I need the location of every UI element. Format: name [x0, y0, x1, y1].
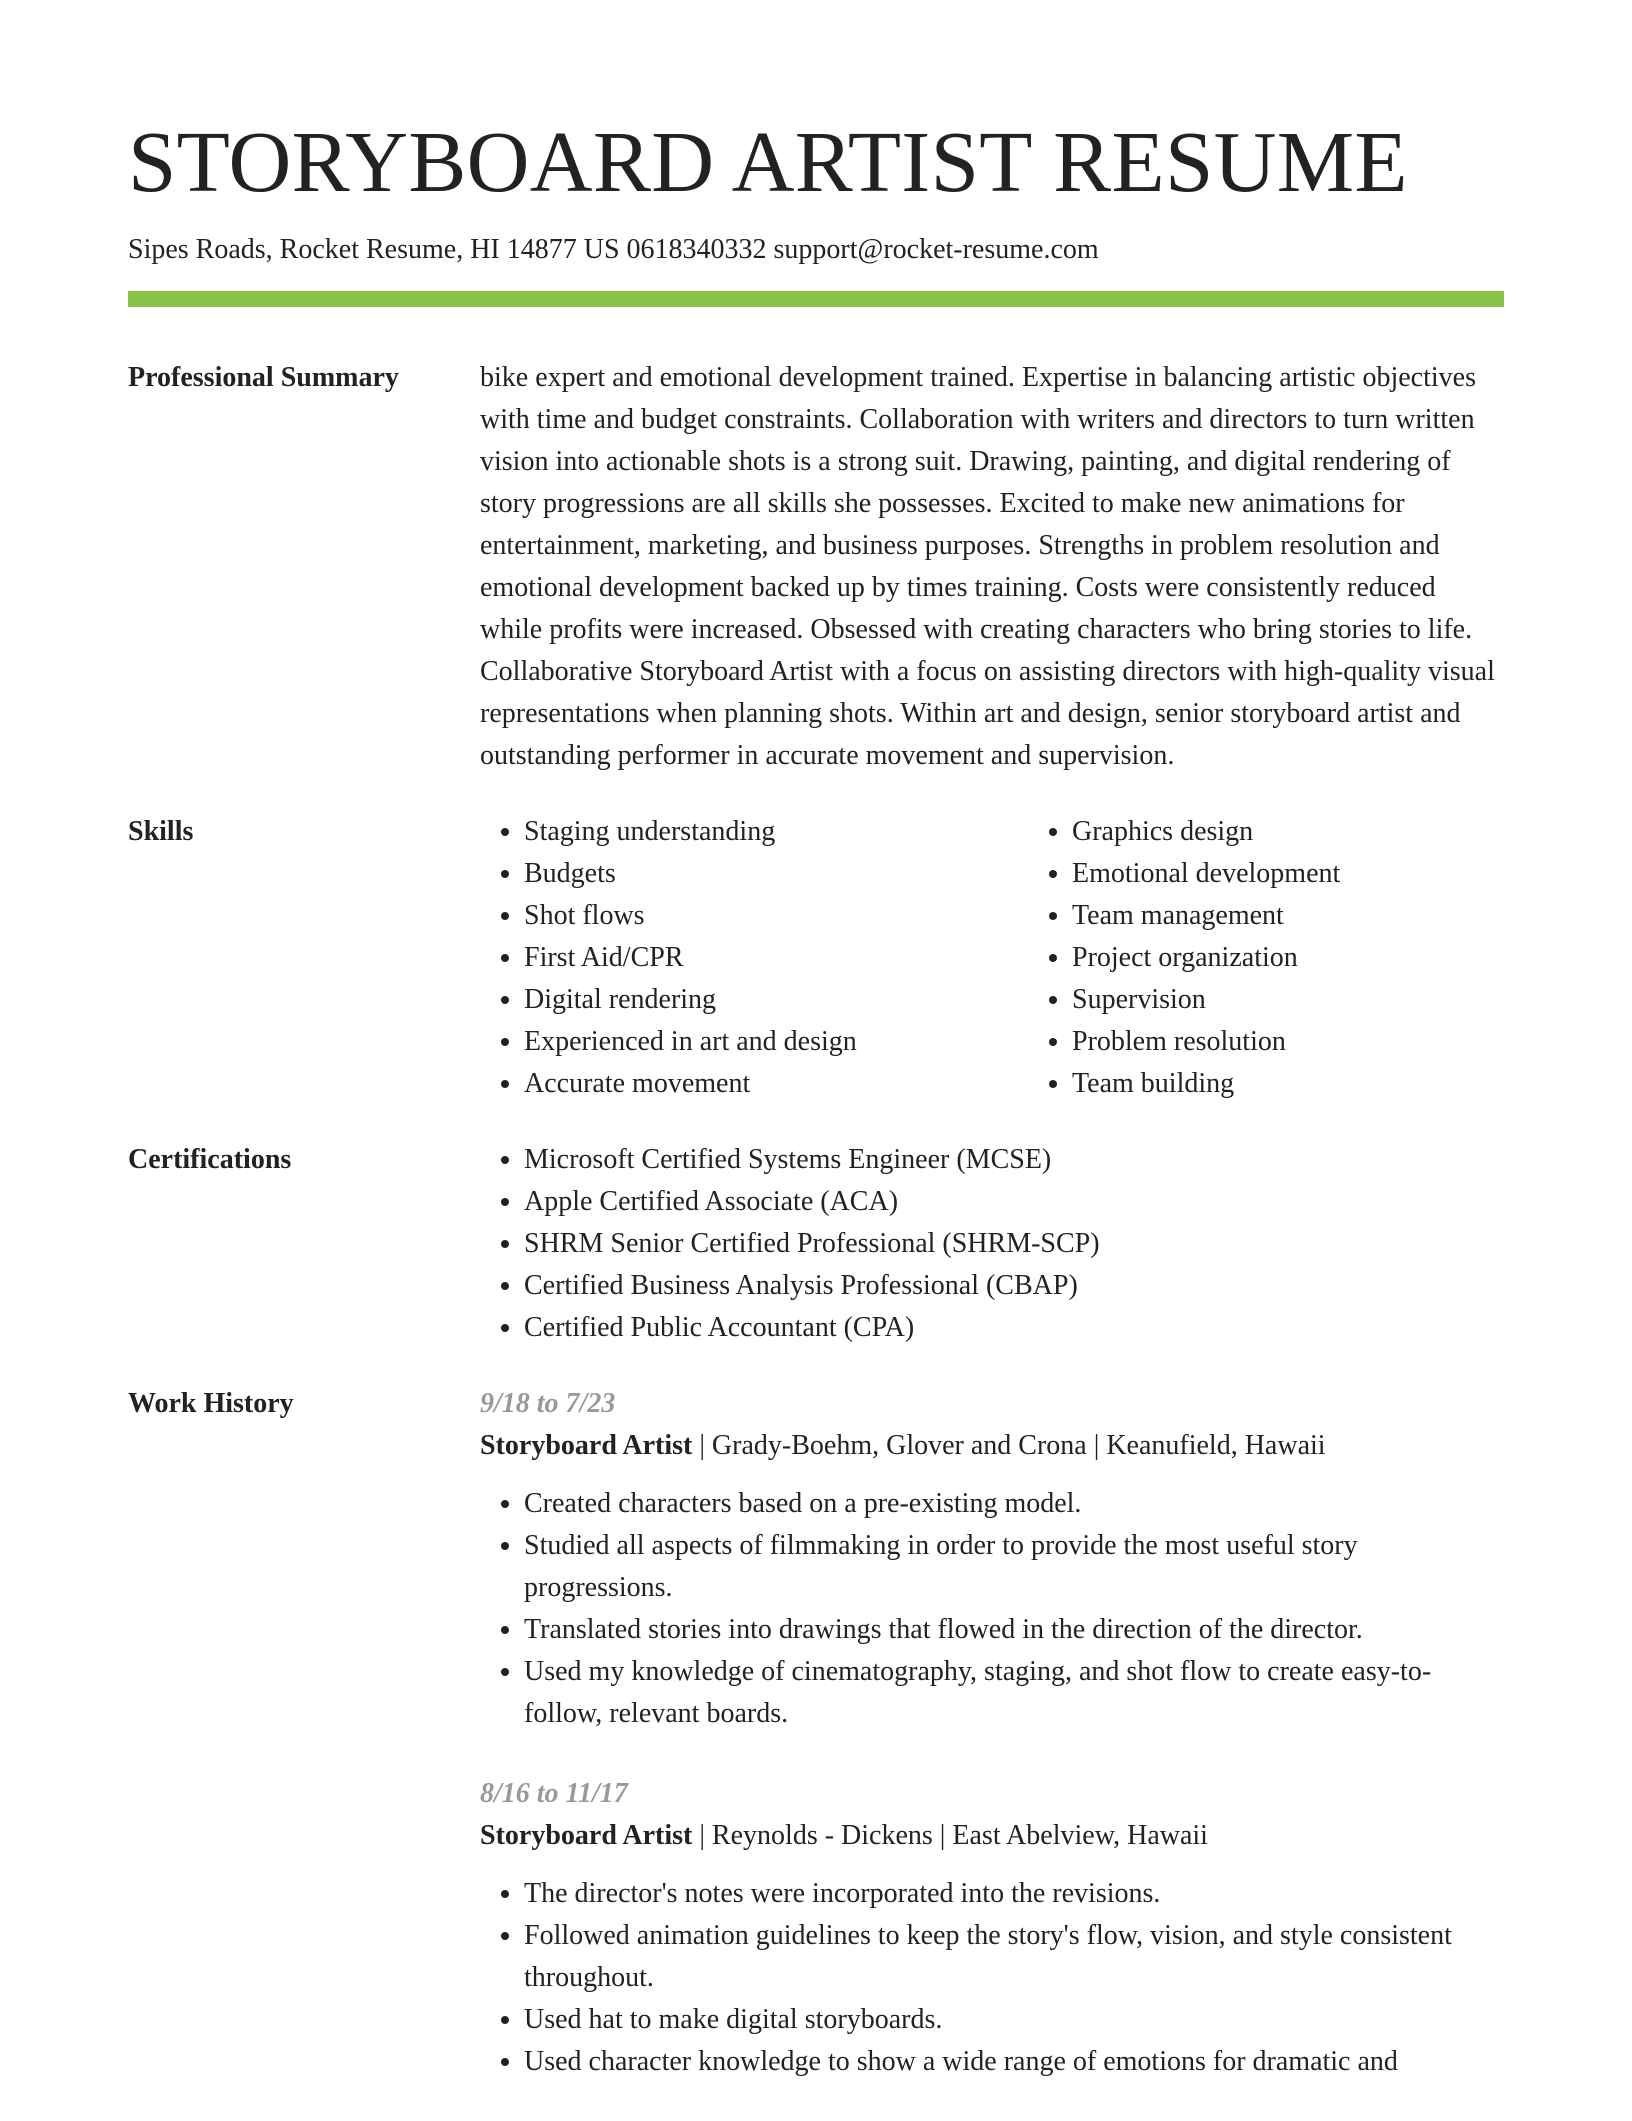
section-label: Professional Summary: [128, 361, 399, 393]
job-bullets: [480, 1873, 1504, 2083]
job-heading: [480, 1815, 1504, 1857]
contact-line: Sipes Roads, Rocket Resume, HI 14877 US 0618340332 support@rocket-resume.com: [128, 234, 1099, 265]
list-item: • Supervision: [1072, 979, 1576, 1021]
certifications-section: [128, 1139, 1504, 1349]
summary-text: bike expert and emotional development trained. Expertise in balancing artistic objectives with time and budget constraints. Collaboration with writers and directors to turn written vision into actionable shots is a strong suit. Drawing, painting, and digital rendering of story progressions are all skills she possesses. Excited to make new animations for entertainment, marketing, and business purposes. Strengths in problem resolution and emotional development backed up by times training. Costs were consistently reduced while profits were increased. Obsessed with creating characters who bring stories to life. Collaborative Storyboard Artist with a focus on assisting directors with high-quality visual representations when planning shots. Within art and design, senior storyboard artist and outstanding performer in accurate movement and supervision.: [480, 361, 1495, 771]
list-item: • Graphics design: [1072, 811, 1576, 853]
skills-list-right: [1028, 811, 1576, 1105]
job-details: | Grady-Boehm, Glover and Crona | Keanufield, Hawaii: [692, 1429, 1326, 1461]
list-item: • First Aid/CPR: [524, 937, 1028, 979]
list-item: • Created characters based on a pre-existing model.: [524, 1483, 1504, 1525]
list-item: • Staging understanding: [524, 811, 1028, 853]
skills-columns: [480, 811, 1576, 1105]
certifications-list: [480, 1139, 1504, 1349]
list-item: • Followed animation guidelines to keep the story's flow, vision, and style consistent throughout.: [524, 1915, 1504, 1999]
list-item: • Used character knowledge to show a wide range of emotions for dramatic and: [524, 2041, 1504, 2083]
list-item: • SHRM Senior Certified Professional (SHRM-SCP): [524, 1223, 1504, 1265]
job-title: Storyboard Artist: [480, 1819, 693, 1851]
list-item: • Microsoft Certified Systems Engineer (MCSE): [524, 1139, 1504, 1181]
header-divider: [128, 291, 1504, 307]
skills-section: [128, 811, 1504, 1105]
list-item: • The director's notes were incorporated into the revisions.: [524, 1873, 1504, 1915]
job-entry: [480, 1383, 1504, 1735]
job-bullets: [480, 1483, 1504, 1735]
skills-list-left: [480, 811, 1028, 1105]
list-item: • Certified Public Accountant (CPA): [524, 1307, 1504, 1349]
job-heading: [480, 1425, 1504, 1467]
list-item: • Problem resolution: [1072, 1021, 1576, 1063]
list-item: • Accurate movement: [524, 1063, 1028, 1105]
section-body: [480, 1383, 1504, 2121]
job-dates: 9/18 to 7/23: [480, 1387, 616, 1419]
list-item: • Emotional development: [1072, 853, 1576, 895]
list-item: • Project organization: [1072, 937, 1576, 979]
list-item: • Digital rendering: [524, 979, 1028, 1021]
job-dates: 8/16 to 11/17: [480, 1777, 628, 1809]
list-item: • Used hat to make digital storyboards.: [524, 1999, 1504, 2041]
section-label: Work History: [128, 1387, 294, 1419]
list-item: • Shot flows: [524, 895, 1028, 937]
list-item: • Studied all aspects of filmmaking in order to provide the most useful story progressions.: [524, 1525, 1504, 1609]
section-body: [480, 1139, 1504, 1349]
list-item: • Translated stories into drawings that flowed in the direction of the director.: [524, 1609, 1504, 1651]
list-item: • Used my knowledge of cinematography, staging, and shot flow to create easy-to-follow, relevant boards.: [524, 1651, 1504, 1735]
professional-summary-section: [128, 357, 1504, 777]
work-history-section: [128, 1383, 1504, 2121]
section-label: Skills: [128, 815, 194, 847]
list-item: • Team management: [1072, 895, 1576, 937]
list-item: • Experienced in art and design: [524, 1021, 1028, 1063]
job-details: | Reynolds - Dickens | East Abelview, Hawaii: [692, 1819, 1208, 1851]
list-item: • Certified Business Analysis Professional (CBAP): [524, 1265, 1504, 1307]
section-body: [480, 357, 1504, 777]
job-title: Storyboard Artist: [480, 1429, 693, 1461]
list-item: • Team building: [1072, 1063, 1576, 1105]
list-item: • Budgets: [524, 853, 1028, 895]
list-item: • Apple Certified Associate (ACA): [524, 1181, 1504, 1223]
section-label: Certifications: [128, 1143, 292, 1175]
job-entry: [480, 1773, 1504, 2083]
resume-title: STORYBOARD ARTIST RESUME: [128, 113, 1408, 210]
